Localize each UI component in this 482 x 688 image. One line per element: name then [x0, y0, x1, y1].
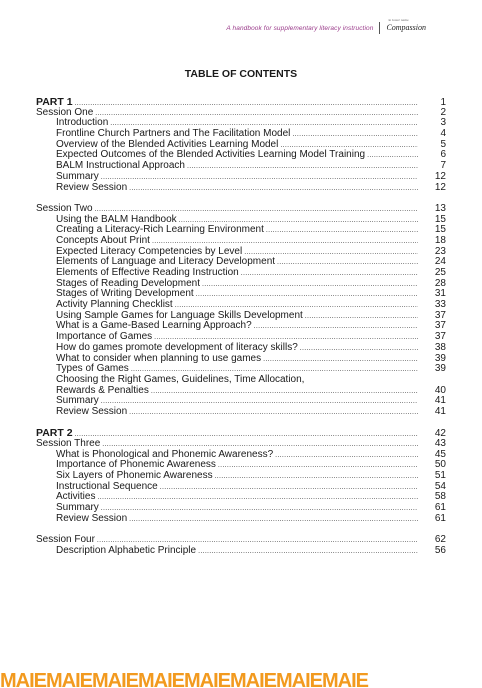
dot-leader — [151, 387, 418, 398]
toc-page-number: 58 — [434, 491, 446, 503]
toc-page-number: 6 — [440, 149, 446, 161]
toc-page-number: 41 — [434, 395, 446, 407]
toc-entry-label: Concepts About Print — [56, 234, 150, 246]
footer-letter-pattern: MAIEMAIEMAIEMAIEMAIEMAIEMAIEMAIE — [0, 670, 368, 688]
toc-page-number: 54 — [434, 480, 446, 492]
toc-page-number: 61 — [434, 512, 446, 524]
toc-entry-label: Frontline Church Partners and The Facilitation Model — [56, 128, 291, 140]
toc-entry[interactable] — [36, 97, 446, 108]
logo-tagline: in Jesus' name — [388, 18, 409, 22]
dot-leader — [275, 451, 418, 462]
toc-page-number: 37 — [434, 309, 446, 321]
dot-leader — [187, 162, 418, 173]
toc-page-number: 43 — [434, 438, 446, 449]
dot-leader — [218, 461, 418, 472]
toc-entry[interactable] — [36, 482, 446, 493]
handbook-subtitle: A handbook for supplementary literacy instruction — [226, 24, 374, 32]
toc-entry-label: Review Session — [56, 181, 128, 193]
dot-leader — [277, 258, 418, 269]
toc-entry-label: Expected Outcomes of the Blended Activities Learning Model Training — [56, 149, 366, 161]
toc-entry-label: Elements of Language and Literacy Development — [56, 256, 276, 268]
toc-entry[interactable] — [36, 343, 446, 354]
toc-entry-label: Activity Planning Checklist — [56, 299, 173, 311]
toc-page-number: 5 — [440, 138, 446, 150]
logo-text: Compassion — [386, 23, 426, 32]
toc-page-number: 45 — [434, 448, 446, 460]
toc-entry[interactable] — [36, 183, 446, 194]
toc-page-number: 13 — [434, 202, 446, 214]
toc-entry-label: Importance of Phonemic Awareness — [56, 459, 216, 471]
toc-page-number: 18 — [434, 234, 446, 246]
dot-leader — [305, 312, 418, 323]
toc-entry-label: Importance of Games — [56, 331, 153, 343]
dot-leader — [160, 483, 418, 494]
toc-entry-label: Rewards & Penalties — [56, 384, 149, 396]
toc-page-number: 51 — [434, 470, 446, 482]
toc-entry-label: Overview of the Blended Activities Learning Model — [56, 138, 279, 150]
toc-page-number: 28 — [434, 277, 446, 289]
toc-entry-label: Summary — [56, 170, 99, 182]
toc-page-number: 4 — [440, 128, 446, 140]
dot-leader — [241, 269, 418, 280]
toc-entry-label: Stages of Writing Development — [56, 288, 194, 300]
toc-entry-label: Summary — [56, 502, 99, 514]
toc-page-number: 1 — [440, 97, 446, 108]
toc-entry-label: PART 2 — [36, 427, 73, 440]
toc-entry-label: What is a Game-Based Learning Approach? — [56, 320, 252, 332]
toc-entry-label: Expected Literacy Competencies by Level — [56, 245, 243, 257]
toc-entry-label: Creating a Literacy-Rich Learning Environment — [56, 224, 264, 236]
toc-spacer — [36, 418, 446, 429]
dot-leader — [266, 226, 418, 237]
dot-leader — [263, 355, 418, 366]
dot-leader — [215, 472, 418, 483]
toc-page-number: 15 — [434, 213, 446, 225]
toc-entry-label: Introduction — [56, 117, 109, 129]
dot-leader — [101, 504, 418, 515]
toc-page-number: 37 — [434, 331, 446, 343]
toc-entry[interactable] — [36, 514, 446, 525]
toc-entry-label: Choosing the Right Games, Guidelines, Time Allocation, — [56, 373, 305, 385]
dot-leader — [198, 547, 418, 558]
toc-entry-label: Stages of Reading Development — [56, 277, 200, 289]
dot-leader — [129, 515, 418, 526]
toc-page-number: 7 — [440, 160, 446, 172]
toc-entry-label: Session Four — [36, 534, 95, 546]
dot-leader — [101, 173, 418, 184]
toc-page-number: 31 — [434, 288, 446, 300]
toc-entry-label: What to consider when planning to use games — [56, 352, 262, 364]
dot-leader — [196, 290, 418, 301]
toc-page-number: 41 — [434, 405, 446, 417]
toc-page-number: 24 — [434, 256, 446, 268]
toc-spacer — [36, 525, 446, 536]
toc-entry[interactable] — [36, 375, 446, 386]
toc-entry-label: Session Three — [36, 438, 101, 449]
toc-entry[interactable] — [36, 546, 446, 557]
toc-page-number: 39 — [434, 352, 446, 364]
toc-page-number: 56 — [434, 544, 446, 556]
toc-page-number: 25 — [434, 267, 446, 278]
toc-page-number: 2 — [440, 106, 446, 118]
toc-entry-label: Review Session — [56, 405, 128, 417]
page-title: TABLE OF CONTENTS — [184, 68, 298, 80]
toc-entry[interactable] — [36, 204, 446, 215]
toc-page-number: 37 — [434, 320, 446, 332]
toc-page-number: 12 — [434, 181, 446, 193]
toc-entry-label: How do games promote development of literacy skills? — [56, 341, 298, 353]
toc-entry-label: Types of Games — [56, 363, 129, 375]
toc-page-number: 50 — [434, 459, 446, 471]
dot-leader — [300, 344, 418, 355]
toc-page-number: 42 — [434, 428, 446, 440]
toc-entry-label: What is Phonological and Phonemic Awareness? — [56, 448, 274, 460]
toc-entry-label: Session One — [36, 106, 94, 118]
dot-leader — [292, 130, 418, 141]
toc-entry[interactable] — [36, 407, 446, 418]
toc-entry-label: Summary — [56, 395, 99, 407]
dot-leader — [367, 151, 418, 162]
dot-leader — [202, 280, 418, 291]
toc-entry-label: Elements of Effective Reading Instruction — [56, 267, 239, 278]
compassion-logo — [386, 18, 426, 32]
toc-entry-label: PART 1 — [36, 96, 73, 108]
toc-entry-label: Session Two — [36, 202, 93, 214]
toc-entry-label: Instructional Sequence — [56, 480, 158, 492]
toc-page-number: 38 — [434, 341, 446, 353]
toc-page-number: 12 — [434, 170, 446, 182]
toc-page-number: 33 — [434, 299, 446, 311]
toc-page-number: 15 — [434, 224, 446, 236]
dot-leader — [97, 493, 418, 504]
dot-leader — [129, 408, 418, 419]
running-header — [226, 18, 426, 34]
toc-entry-label: Using the BALM Handbook — [56, 213, 177, 225]
toc-page-number: 61 — [434, 502, 446, 514]
toc-entry[interactable] — [36, 172, 446, 183]
toc-entry-label: BALM Instructional Approach — [56, 160, 185, 172]
toc-page-number: 62 — [434, 534, 446, 546]
dot-leader — [129, 184, 418, 195]
toc-entry-label: Six Layers of Phonemic Awareness — [56, 470, 213, 482]
toc-spacer — [36, 193, 446, 204]
toc-page-number: 39 — [434, 363, 446, 375]
dot-leader — [95, 109, 418, 120]
dot-leader — [101, 397, 418, 408]
toc-entry-label: Review Session — [56, 512, 128, 524]
toc-entry-label: Activities — [56, 491, 96, 503]
table-of-contents — [36, 97, 446, 557]
toc-page-number: 23 — [434, 245, 446, 257]
toc-entry-label: Using Sample Games for Language Skills Development — [56, 309, 303, 321]
toc-page-number: 40 — [434, 384, 446, 396]
header-divider — [379, 22, 380, 34]
dot-leader — [254, 322, 418, 333]
toc-page-number: 3 — [440, 117, 446, 129]
toc-entry-label: Description Alphabetic Principle — [56, 544, 197, 556]
decorative-footer-pattern — [0, 670, 482, 688]
